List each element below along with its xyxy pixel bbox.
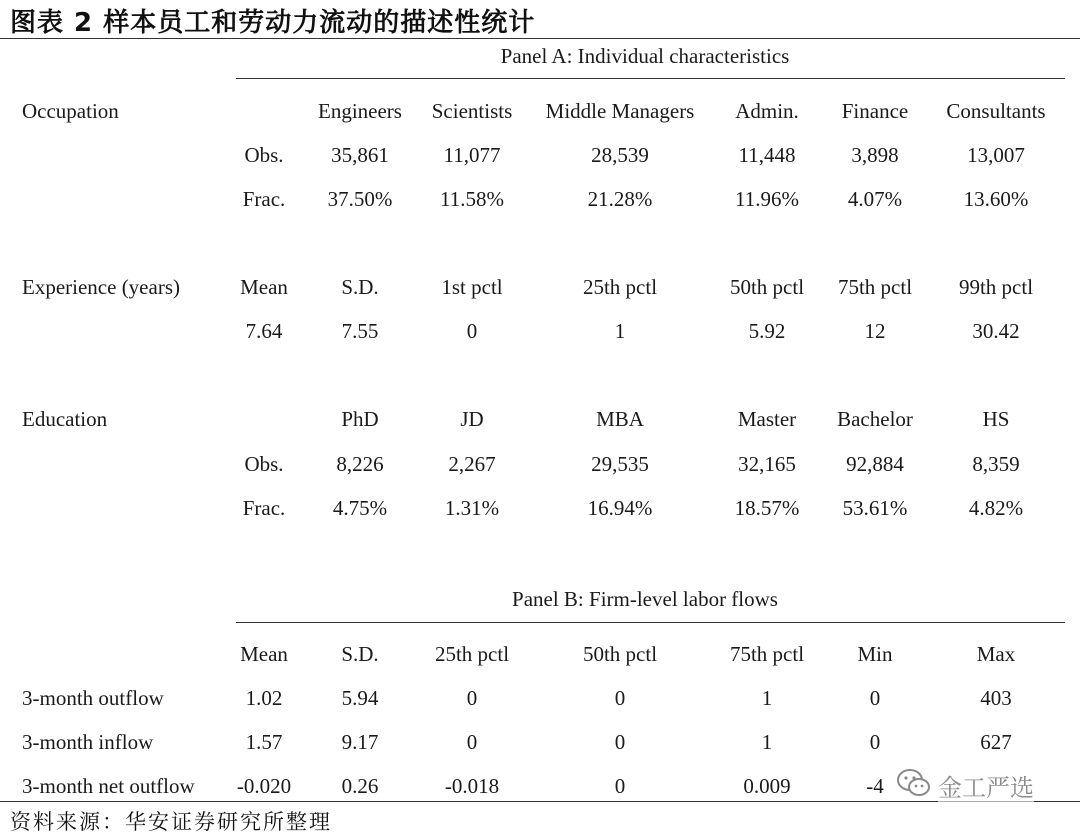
row-label: Obs. (244, 143, 284, 167)
table-cell: 4.07% (847, 187, 903, 211)
table-cell: 3,898 (851, 143, 899, 167)
panel-b-rule (236, 622, 1065, 623)
panel-b-title: Panel B: Firm-level labor flows (512, 587, 778, 611)
table-cell: 1 (761, 730, 773, 754)
row-label: 3-month net outflow (22, 774, 195, 798)
experience-header: Mean (240, 275, 288, 299)
row-label: Frac. (242, 187, 286, 211)
education-label: Education (22, 407, 108, 431)
table-cell: 37.50% (327, 187, 393, 211)
panel-a-rule (236, 78, 1065, 79)
table-cell: 11,077 (443, 143, 501, 167)
table-cell: 0 (466, 686, 478, 710)
table-cell: 28,539 (591, 143, 649, 167)
watermark-text: 金工严选 (938, 768, 1034, 803)
education-header: Master (737, 407, 797, 431)
table-cell: 627 (980, 730, 1012, 754)
row-label: Frac. (242, 496, 286, 520)
experience-header: 75th pctl (837, 275, 913, 299)
panel-a-title: Panel A: Individual characteristics (500, 44, 790, 68)
table-cell: 13,007 (967, 143, 1025, 167)
top-rule (0, 38, 1080, 39)
table-cell: 0 (466, 319, 478, 343)
table-cell: 12 (864, 319, 886, 343)
table-cell: 7.55 (341, 319, 379, 343)
table-cell: 4.82% (968, 496, 1024, 520)
panel-b-header: S.D. (341, 642, 379, 666)
table-cell: 11,448 (738, 143, 796, 167)
table-cell: 11.58% (440, 187, 504, 211)
experience-label: Experience (years) (22, 275, 180, 299)
table-cell: 29,535 (591, 452, 649, 476)
table-cell: 18.57% (734, 496, 800, 520)
panel-b-header: 25th pctl (434, 642, 510, 666)
panel-b-header: 50th pctl (582, 642, 658, 666)
row-label: 3-month outflow (22, 686, 164, 710)
table-cell: 35,861 (331, 143, 389, 167)
table-cell: 0 (869, 686, 881, 710)
education-header: Bachelor (837, 407, 913, 431)
occupation-label: Occupation (22, 99, 119, 123)
row-label: 3-month inflow (22, 730, 154, 754)
panel-b-header: Mean (240, 642, 288, 666)
experience-header: 25th pctl (582, 275, 658, 299)
source-note: 资料来源：华安证券研究所整理 (10, 810, 332, 834)
table-cell: 4.75% (332, 496, 388, 520)
figure-title: 图表 2 样本员工和劳动力流动的描述性统计 (10, 8, 536, 38)
experience-header: S.D. (341, 275, 379, 299)
table-cell: 1.02 (245, 686, 283, 710)
table-cell: 8,359 (972, 452, 1020, 476)
table-cell: 0 (869, 730, 881, 754)
table-cell: 32,165 (738, 452, 796, 476)
table-cell: -0.018 (444, 774, 500, 798)
education-header: PhD (341, 407, 379, 431)
occupation-header: Consultants (946, 99, 1046, 123)
table-cell: 1 (614, 319, 626, 343)
table-cell: 1 (761, 686, 773, 710)
table-cell: 0.009 (743, 774, 791, 798)
table-cell: 5.92 (748, 319, 786, 343)
row-label: Obs. (244, 452, 284, 476)
table-cell: 0 (614, 686, 626, 710)
table-cell: 0 (614, 730, 626, 754)
experience-header: 99th pctl (958, 275, 1034, 299)
table-cell: 30.42 (972, 319, 1020, 343)
table-cell: 92,884 (846, 452, 904, 476)
table-cell: 16.94% (587, 496, 653, 520)
experience-header: 50th pctl (729, 275, 805, 299)
occupation-header: Engineers (318, 99, 402, 123)
table-cell: 403 (980, 686, 1012, 710)
table-cell: 53.61% (842, 496, 908, 520)
panel-b-header: 75th pctl (729, 642, 805, 666)
occupation-header: Finance (841, 99, 909, 123)
table-cell: 1.57 (245, 730, 283, 754)
table-cell: 2,267 (448, 452, 496, 476)
table-cell: 13.60% (963, 187, 1029, 211)
table-cell: 8,226 (336, 452, 384, 476)
table-cell: 0.26 (341, 774, 379, 798)
panel-b-header: Min (857, 642, 893, 666)
table-cell: 9.17 (341, 730, 379, 754)
table-cell: 5.94 (341, 686, 379, 710)
table-cell: 7.64 (245, 319, 283, 343)
table-cell: 0 (614, 774, 626, 798)
occupation-header: Scientists (431, 99, 513, 123)
occupation-header: Middle Managers (545, 99, 695, 123)
table-cell: -0.020 (236, 774, 292, 798)
education-header: MBA (596, 407, 644, 431)
watermark (896, 768, 1034, 803)
wechat-icon (896, 768, 932, 803)
occupation-header: Admin. (735, 99, 799, 123)
table-cell: 11.96% (735, 187, 799, 211)
experience-header: 1st pctl (441, 275, 503, 299)
table-cell: 21.28% (587, 187, 653, 211)
education-header: JD (460, 407, 484, 431)
table-cell: 1.31% (444, 496, 500, 520)
panel-b-header: Max (976, 642, 1016, 666)
education-header: HS (982, 407, 1010, 431)
table-cell: -4 (866, 774, 884, 798)
table-cell: 0 (466, 730, 478, 754)
